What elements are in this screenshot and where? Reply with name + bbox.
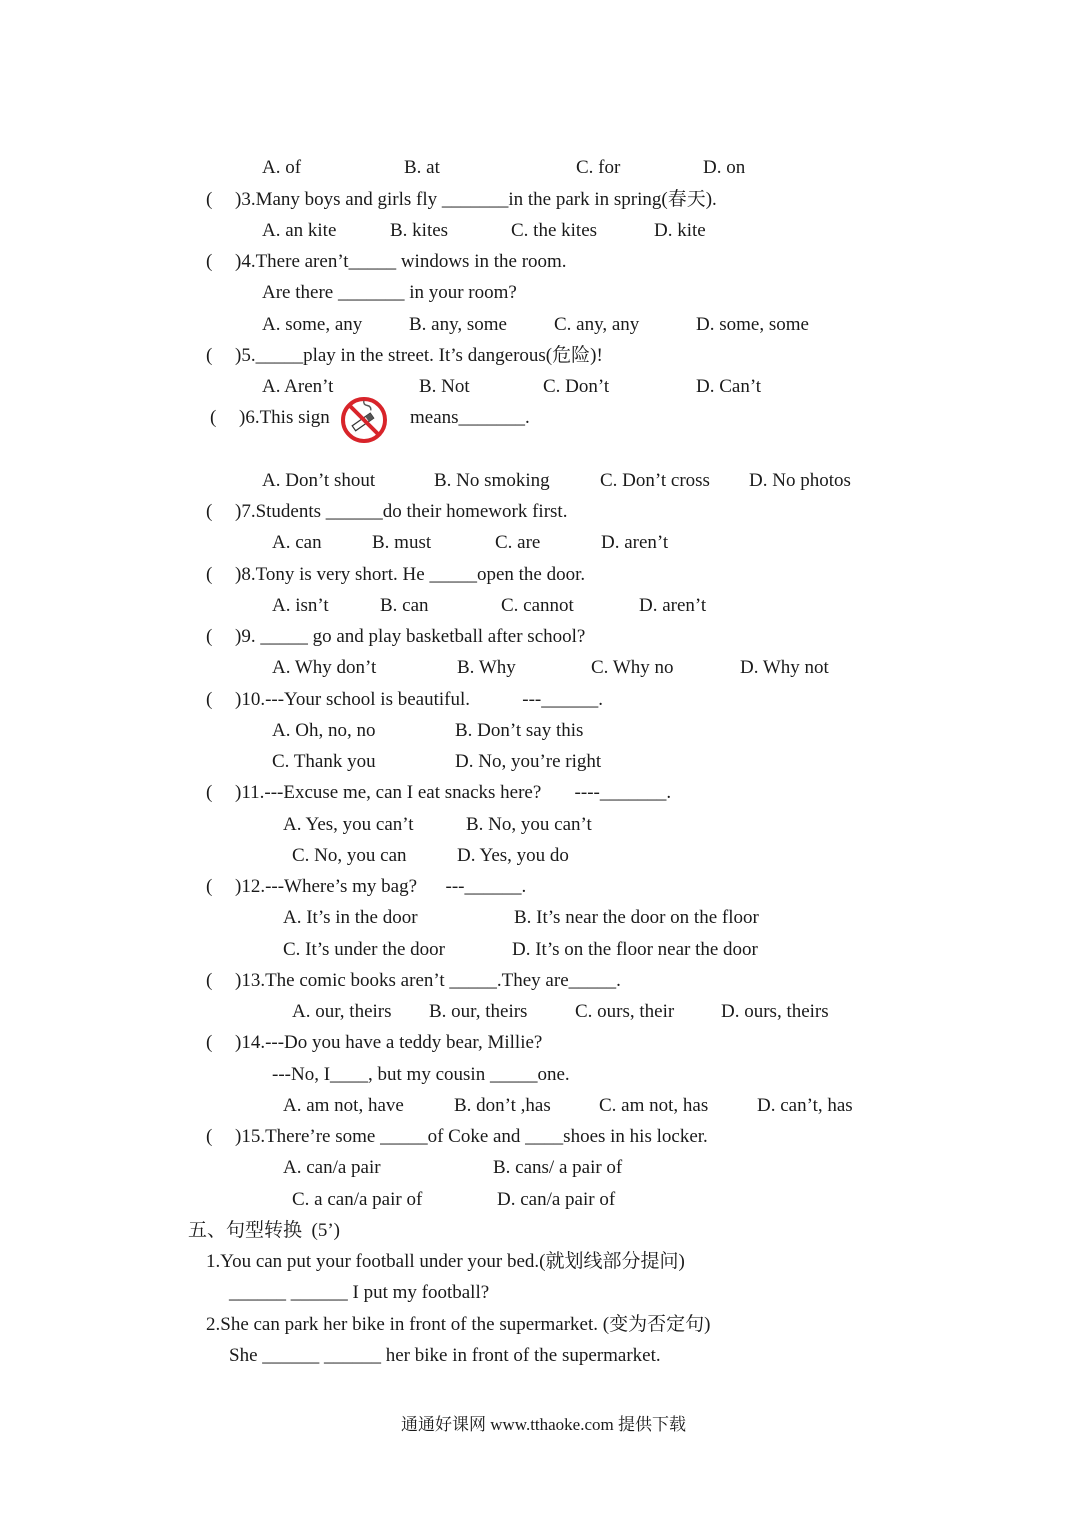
q6-stem-b: means_______.: [410, 407, 530, 428]
q14-option-a: A. am not, have: [283, 1095, 404, 1116]
q9-stem: )9. _____ go and play basketball after school?: [235, 626, 586, 647]
q14-stem-2: ---No, I____, but my cousin _____one.: [272, 1064, 570, 1085]
q5-option-a: A. Aren’t: [262, 376, 334, 397]
q13-option-c: C. ours, their: [575, 1001, 675, 1022]
q3-option-b: B. kites: [390, 220, 449, 241]
q6-stem-a: )6.This sign: [239, 407, 330, 428]
q10-stem: )10.---Your school is beautiful. ---______.: [235, 689, 603, 710]
q11-stem: )11.---Excuse me, can I eat snacks here? ----_______.: [235, 782, 672, 803]
q2-option-c: C. for: [576, 157, 621, 178]
q15-option-a: A. can/a pair: [283, 1157, 381, 1178]
q4-option-d: D. some, some: [696, 314, 809, 335]
q2-option-a: A. of: [262, 157, 302, 178]
q13-paren: (: [206, 970, 213, 991]
q14-paren: (: [206, 1032, 213, 1053]
q2-option-d: D. on: [703, 157, 746, 178]
q12-option-b: B. It’s near the door on the floor: [514, 907, 759, 928]
q8-stem: )8.Tony is very short. He _____open the door.: [235, 564, 586, 585]
q11-paren: (: [206, 782, 213, 803]
q9-option-b: B. Why: [457, 657, 516, 678]
q14-option-b: B. don’t ,has: [454, 1095, 551, 1116]
page-footer: 通通好课网 www.tthaoke.com 提供下载: [400, 1415, 687, 1434]
q6-option-c: C. Don’t cross: [600, 470, 710, 491]
section-5-item-2-answer: She ______ ______ her bike in front of the supermarket.: [229, 1345, 661, 1366]
q5-paren: (: [206, 345, 213, 366]
q3-option-d: D. kite: [654, 220, 706, 241]
q7-option-b: B. must: [372, 532, 432, 553]
q7-option-c: C. are: [495, 532, 541, 553]
q15-option-c: C. a can/a pair of: [292, 1189, 423, 1210]
q4-option-a: A. some, any: [262, 314, 363, 335]
q12-stem: )12.---Where’s my bag? ---______.: [235, 876, 527, 897]
q9-option-a: A. Why don’t: [272, 657, 377, 678]
q3-stem: )3.Many boys and girls fly _______in the park in spring(春天).: [235, 189, 717, 210]
q3-option-a: A. an kite: [262, 220, 337, 241]
q4-paren: (: [206, 251, 213, 272]
q12-option-d: D. It’s on the floor near the door: [512, 939, 758, 960]
q7-option-d: D. aren’t: [601, 532, 669, 553]
q6-option-a: A. Don’t shout: [262, 470, 376, 491]
q15-option-b: B. cans/ a pair of: [493, 1157, 623, 1178]
q13-stem: )13.The comic books aren’t _____.They are_____.: [235, 970, 621, 991]
q12-paren: (: [206, 876, 213, 897]
q12-option-a: A. It’s in the door: [283, 907, 418, 928]
q7-paren: (: [206, 501, 213, 522]
q9-option-d: D. Why not: [740, 657, 829, 678]
q12-option-c: C. It’s under the door: [283, 939, 446, 960]
section-5-item-1-answer: ______ ______ I put my football?: [229, 1282, 490, 1303]
q4-option-c: C. any, any: [554, 314, 640, 335]
q9-option-c: C. Why no: [591, 657, 674, 678]
q6-paren: (: [210, 407, 217, 428]
q8-option-b: B. can: [380, 595, 429, 616]
q5-option-b: B. Not: [419, 376, 470, 397]
q6-option-b: B. No smoking: [434, 470, 550, 491]
q9-paren: (: [206, 626, 213, 647]
q11-option-b: B. No, you can’t: [466, 814, 592, 835]
q10-paren: (: [206, 689, 213, 710]
q4-stem-2: Are there _______ in your room?: [262, 282, 517, 303]
section-5-item-2-question: 2.She can park her bike in front of the supermarket. (变为否定句): [206, 1314, 711, 1335]
q8-option-a: A. isn’t: [272, 595, 329, 616]
no-smoking-sign-icon: [340, 396, 388, 444]
q8-paren: (: [206, 564, 213, 585]
q5-stem: )5._____play in the street. It’s dangerous(危险)!: [235, 345, 603, 366]
q11-option-a: A. Yes, you can’t: [283, 814, 414, 835]
q7-option-a: A. can: [272, 532, 322, 553]
q4-option-b: B. any, some: [409, 314, 507, 335]
q14-option-d: D. can’t, has: [757, 1095, 853, 1116]
q8-option-c: C. cannot: [501, 595, 574, 616]
q15-paren: (: [206, 1126, 213, 1147]
q13-option-b: B. our, theirs: [429, 1001, 528, 1022]
q14-stem: )14.---Do you have a teddy bear, Millie?: [235, 1032, 543, 1053]
q11-option-d: D. Yes, you do: [457, 845, 569, 866]
q2-option-b: B. at: [404, 157, 440, 178]
q10-option-a: A. Oh, no, no: [272, 720, 376, 741]
q15-stem: )15.There’re some _____of Coke and ____shoes in his locker.: [235, 1126, 708, 1147]
q3-option-c: C. the kites: [511, 220, 598, 241]
q8-option-d: D. aren’t: [639, 595, 707, 616]
q10-option-d: D. No, you’re right: [455, 751, 602, 772]
section-5-title: 五、句型转换 (5’): [188, 1220, 340, 1241]
q11-option-c: C. No, you can: [292, 845, 407, 866]
q7-stem: )7.Students ______do their homework first.: [235, 501, 568, 522]
q3-paren: (: [206, 189, 213, 210]
q14-option-c: C. am not, has: [599, 1095, 709, 1116]
q4-stem: )4.There aren’t_____ windows in the room.: [235, 251, 567, 272]
q13-option-a: A. our, theirs: [292, 1001, 392, 1022]
q6-option-d: D. No photos: [749, 470, 851, 491]
q15-option-d: D. can/a pair of: [497, 1189, 616, 1210]
section-5-item-1-question: 1.You can put your football under your bed.(就划线部分提问): [206, 1251, 685, 1272]
q10-option-b: B. Don’t say this: [455, 720, 584, 741]
q5-option-c: C. Don’t: [543, 376, 610, 397]
q13-option-d: D. ours, theirs: [721, 1001, 829, 1022]
q10-option-c: C. Thank you: [272, 751, 376, 772]
q5-option-d: D. Can’t: [696, 376, 762, 397]
